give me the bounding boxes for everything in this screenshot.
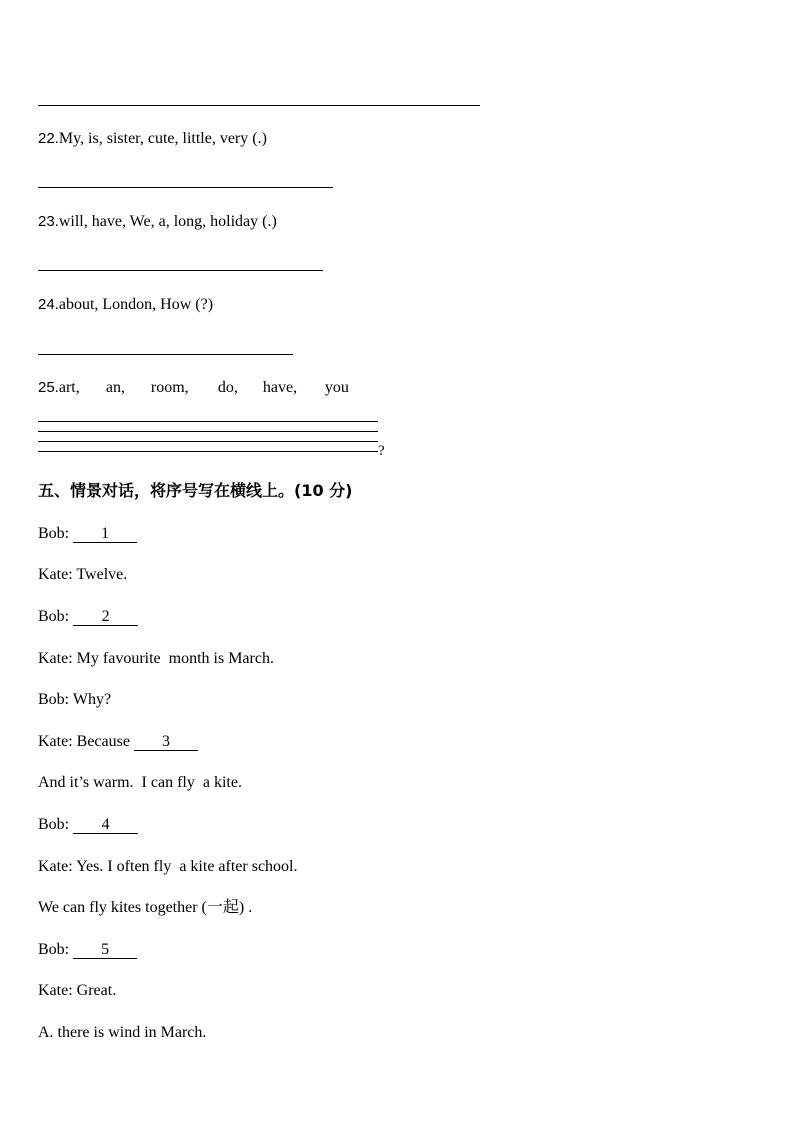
question-22	[38, 129, 267, 149]
speaker: Kate:	[38, 858, 73, 875]
word: have,	[262, 379, 298, 396]
word: you	[324, 379, 349, 396]
dialogue-line-2	[38, 565, 127, 585]
question-words: will, have, We, a, long, holiday (.)	[58, 213, 277, 230]
answer-blank-1[interactable]: 1	[73, 525, 137, 543]
dialogue-text: Twelve.	[76, 566, 128, 583]
dialogue-text: Why?	[72, 691, 112, 708]
dialogue-text: My favourite month is March.	[76, 650, 274, 667]
question-words: about, London, How (?)	[58, 296, 214, 313]
answer-line-24[interactable]	[38, 354, 293, 355]
dialogue-line-3	[38, 607, 138, 627]
answer-blank-2[interactable]: 2	[73, 608, 138, 626]
dialogue-line-11	[38, 940, 137, 960]
question-24	[38, 295, 213, 315]
speaker: Bob:	[38, 691, 70, 708]
question-number: 25.	[38, 379, 59, 396]
answer-line-25b[interactable]	[38, 431, 378, 432]
speaker: Kate:	[38, 733, 73, 750]
word: room,	[150, 379, 189, 396]
answer-line-25a[interactable]	[38, 421, 378, 422]
dialogue-line-12	[38, 981, 116, 1001]
answer-line-23[interactable]	[38, 270, 323, 271]
dialogue-text: Yes. I often fly a kite after school.	[76, 858, 298, 875]
dialogue-line-7	[38, 773, 242, 793]
speaker: Bob:	[38, 941, 70, 958]
speaker: Kate:	[38, 650, 73, 667]
question-number: 23.	[38, 213, 59, 230]
dialogue-line-5	[38, 690, 111, 710]
answer-blank-3[interactable]: 3	[134, 733, 198, 751]
word: art,	[58, 379, 80, 396]
word: an,	[105, 379, 125, 396]
dialogue-line-10	[38, 898, 252, 918]
dialogue-text: We can fly kites together (一起) .	[38, 899, 253, 916]
answer-blank-4[interactable]: 4	[73, 816, 138, 834]
question-words: My, is, sister, cute, little, very (.)	[58, 130, 267, 147]
section-heading: 五、情景对话，将序号写在横线上。(10 分)	[38, 481, 353, 500]
option-a: A. there is wind in March.	[38, 1024, 207, 1041]
dialogue-line-8	[38, 815, 138, 835]
answer-blank-5[interactable]: 5	[73, 941, 137, 959]
speaker: Bob:	[38, 608, 70, 625]
dialogue-line-9	[38, 857, 298, 877]
dialogue-line-4	[38, 649, 274, 669]
speaker: Kate:	[38, 982, 73, 999]
word: do,	[217, 379, 238, 396]
dialogue-text: And it’s warm. I can fly a kite.	[38, 774, 242, 791]
dialogue-text: Great.	[76, 982, 117, 999]
speaker: Kate:	[38, 566, 73, 583]
answer-line-25d[interactable]	[38, 451, 378, 452]
answer-line-25c[interactable]	[38, 441, 378, 442]
question-25-end-mark: ?	[378, 443, 385, 459]
speaker: Bob:	[38, 816, 70, 833]
question-number: 24.	[38, 296, 59, 313]
answer-line-21[interactable]	[38, 105, 480, 106]
dialogue-text: Because	[76, 733, 130, 750]
answer-line-22[interactable]	[38, 187, 333, 188]
dialogue-line-1	[38, 524, 137, 544]
dialogue-line-6	[38, 732, 198, 752]
question-25	[38, 378, 349, 398]
question-23	[38, 212, 277, 232]
speaker: Bob:	[38, 525, 70, 542]
question-number: 22.	[38, 130, 59, 147]
